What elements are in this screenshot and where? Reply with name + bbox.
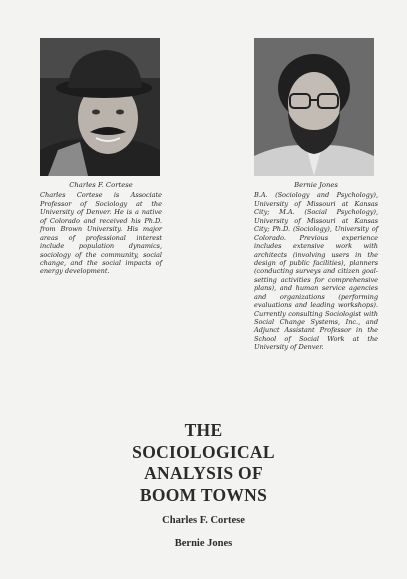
portrait-photo-jones <box>254 38 374 176</box>
author-bio: Charles Cortese is Associate Professor of Sociology at the University of Denver. He is a native of Colorado and received his Ph.D. from Brown University. His major areas of professional interest include population dynamics, sociology of the community, social change, and the social impacts of energy development. <box>40 191 162 276</box>
photo-caption: Charles F. Cortese <box>69 181 133 189</box>
article-title-line: ANALYSIS OF <box>144 463 263 483</box>
author-bio: B.A. (Sociology and Psychology), University of Missouri at Kansas City; M.A. (Social Psychology), University of Missouri at Kansas City; Ph.D. (Sociology), University of Colorado. Previous experience includes extensive work with architects (involving users in the design of public facilities), planners (conducting surveys and citizen goal-setting activities for comprehensive plans), and human service agencies and organizations (performing evaluations and leading workshops). Currently consulting Sociologist with Social Change Systems, Inc., and Adjunct Assistant Professor in the School of Social Work at the University of Denver. <box>254 191 378 352</box>
photo-caption: Bernie Jones <box>294 181 338 189</box>
article-title-line: THE <box>184 420 223 440</box>
byline-author: Charles F. Cortese <box>162 515 245 526</box>
portrait-photo-cortese <box>40 38 160 176</box>
author-column-cortese <box>40 38 162 276</box>
article-title-line: SOCIOLOGICAL <box>132 441 275 462</box>
byline-author: Bernie Jones <box>174 538 233 549</box>
article-title-block <box>0 420 407 551</box>
author-column-jones <box>254 38 378 352</box>
article-title-line: BOOM TOWNS <box>139 484 268 505</box>
